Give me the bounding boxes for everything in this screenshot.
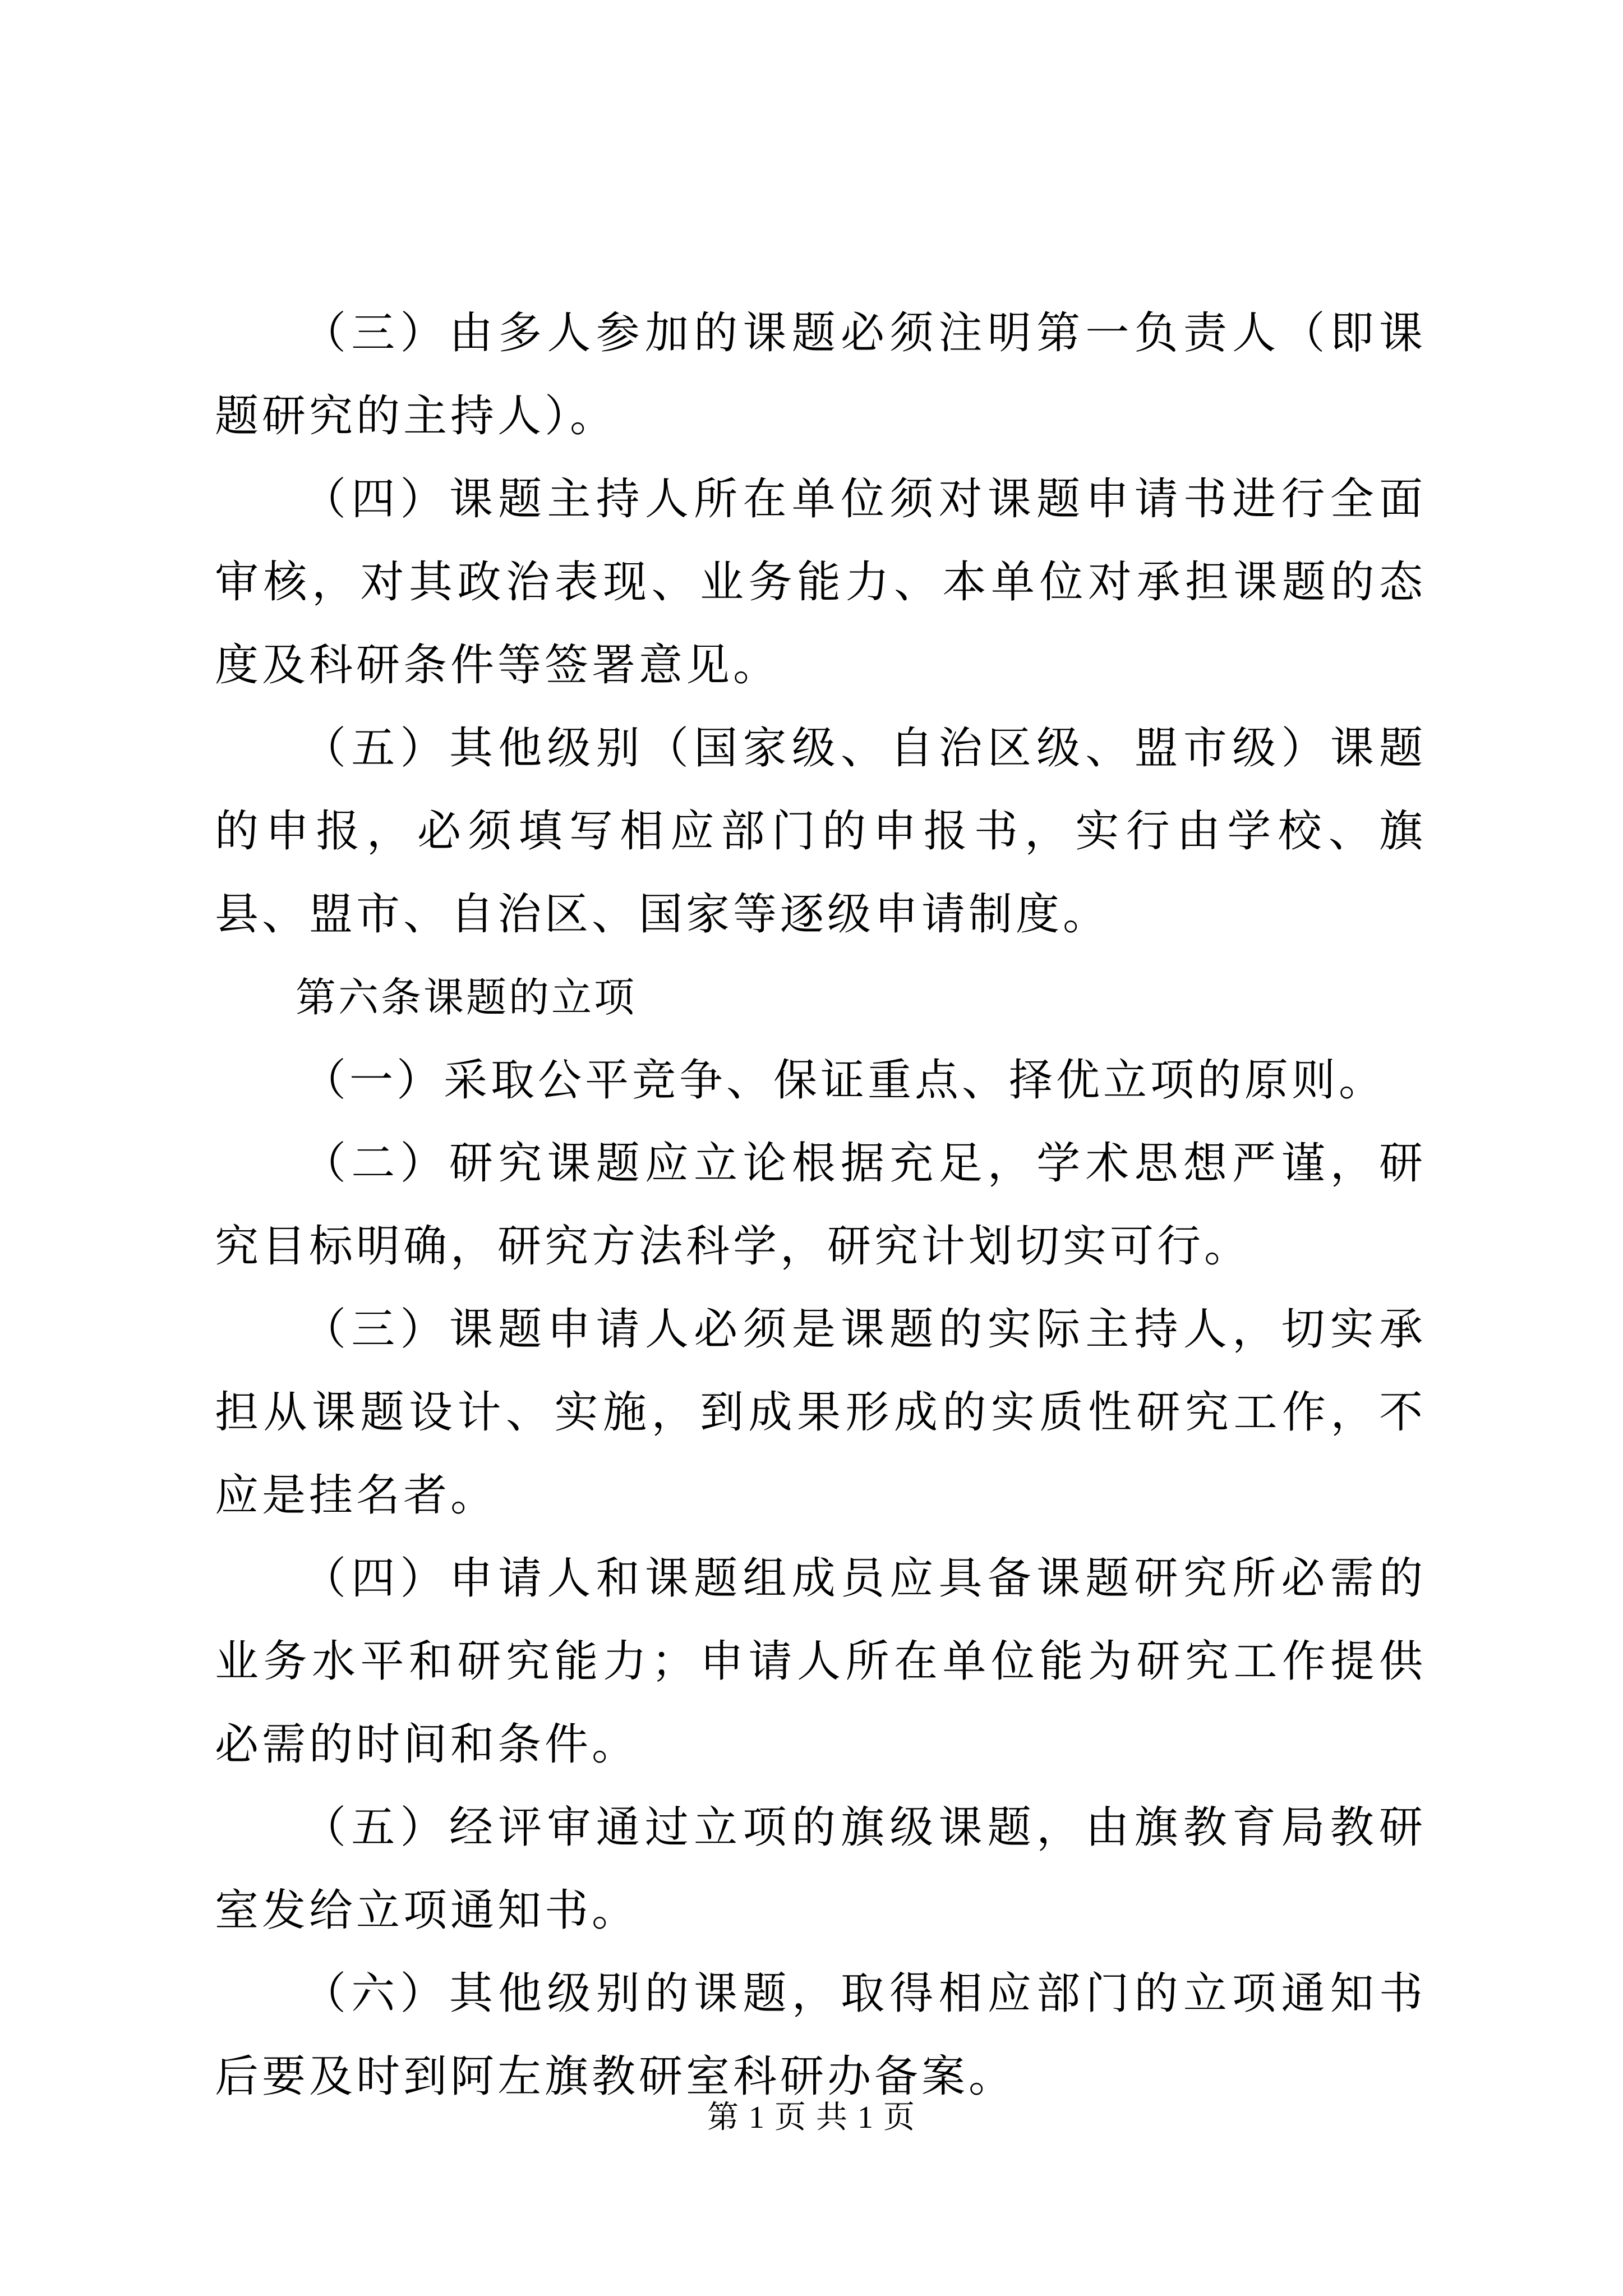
paragraph-4-ability: （四）申请人和课题组成员应具备课题研究所必需的业务水平和研究能力；申请人所在单位能为研究工作提供必需的时间和条件。 xyxy=(215,1553,1426,1770)
paragraph-6-filing: （六）其他级别的课题，取得相应部门的立项通知书后要及时到阿左旗教研室科研办备案。 xyxy=(215,1968,1426,2102)
section-heading-article-6: 第六条课题的立项 xyxy=(296,974,637,1021)
paragraph-5-other-levels: （五）其他级别（国家级、自治区级、盟市级）课题的申报，必须填写相应部门的申报书，实行由学校、旗县、盟市、自治区、国家等逐级申请制度。 xyxy=(215,723,1426,940)
paragraph-1-fair-competition: （一）采取公平竞争、保证重点、择优立项的原则。 xyxy=(302,1055,1386,1106)
document-body xyxy=(215,292,1426,2118)
page-footer: 第 1 页 共 1 页 xyxy=(707,2100,916,2135)
paragraph-5-approval-notice: （五）经评审通过立项的旗级课题，由旗教育局教研室发给立项通知书。 xyxy=(215,1802,1426,1936)
paragraph-4-unit-review: （四）课题主持人所在单位须对课题申请书进行全面审核，对其政治表现、业务能力、本单位对承担课题的态度及科研条件等签署意见。 xyxy=(215,474,1426,691)
paragraph-3-applicant: （三）课题申请人必须是课题的实际主持人，切实承担从课题设计、实施，到成果形成的实质性研究工作，不应是挂名者。 xyxy=(215,1304,1426,1521)
paragraph-3-multi-person: （三）由多人参加的课题必须注明第一负责人（即课题研究的主持人）。 xyxy=(215,308,1426,441)
paragraph-2-research-requirements: （二）研究课题应立论根据充足，学术思想严谨，研究目标明确，研究方法科学，研究计划切实可行。 xyxy=(215,1138,1426,1272)
